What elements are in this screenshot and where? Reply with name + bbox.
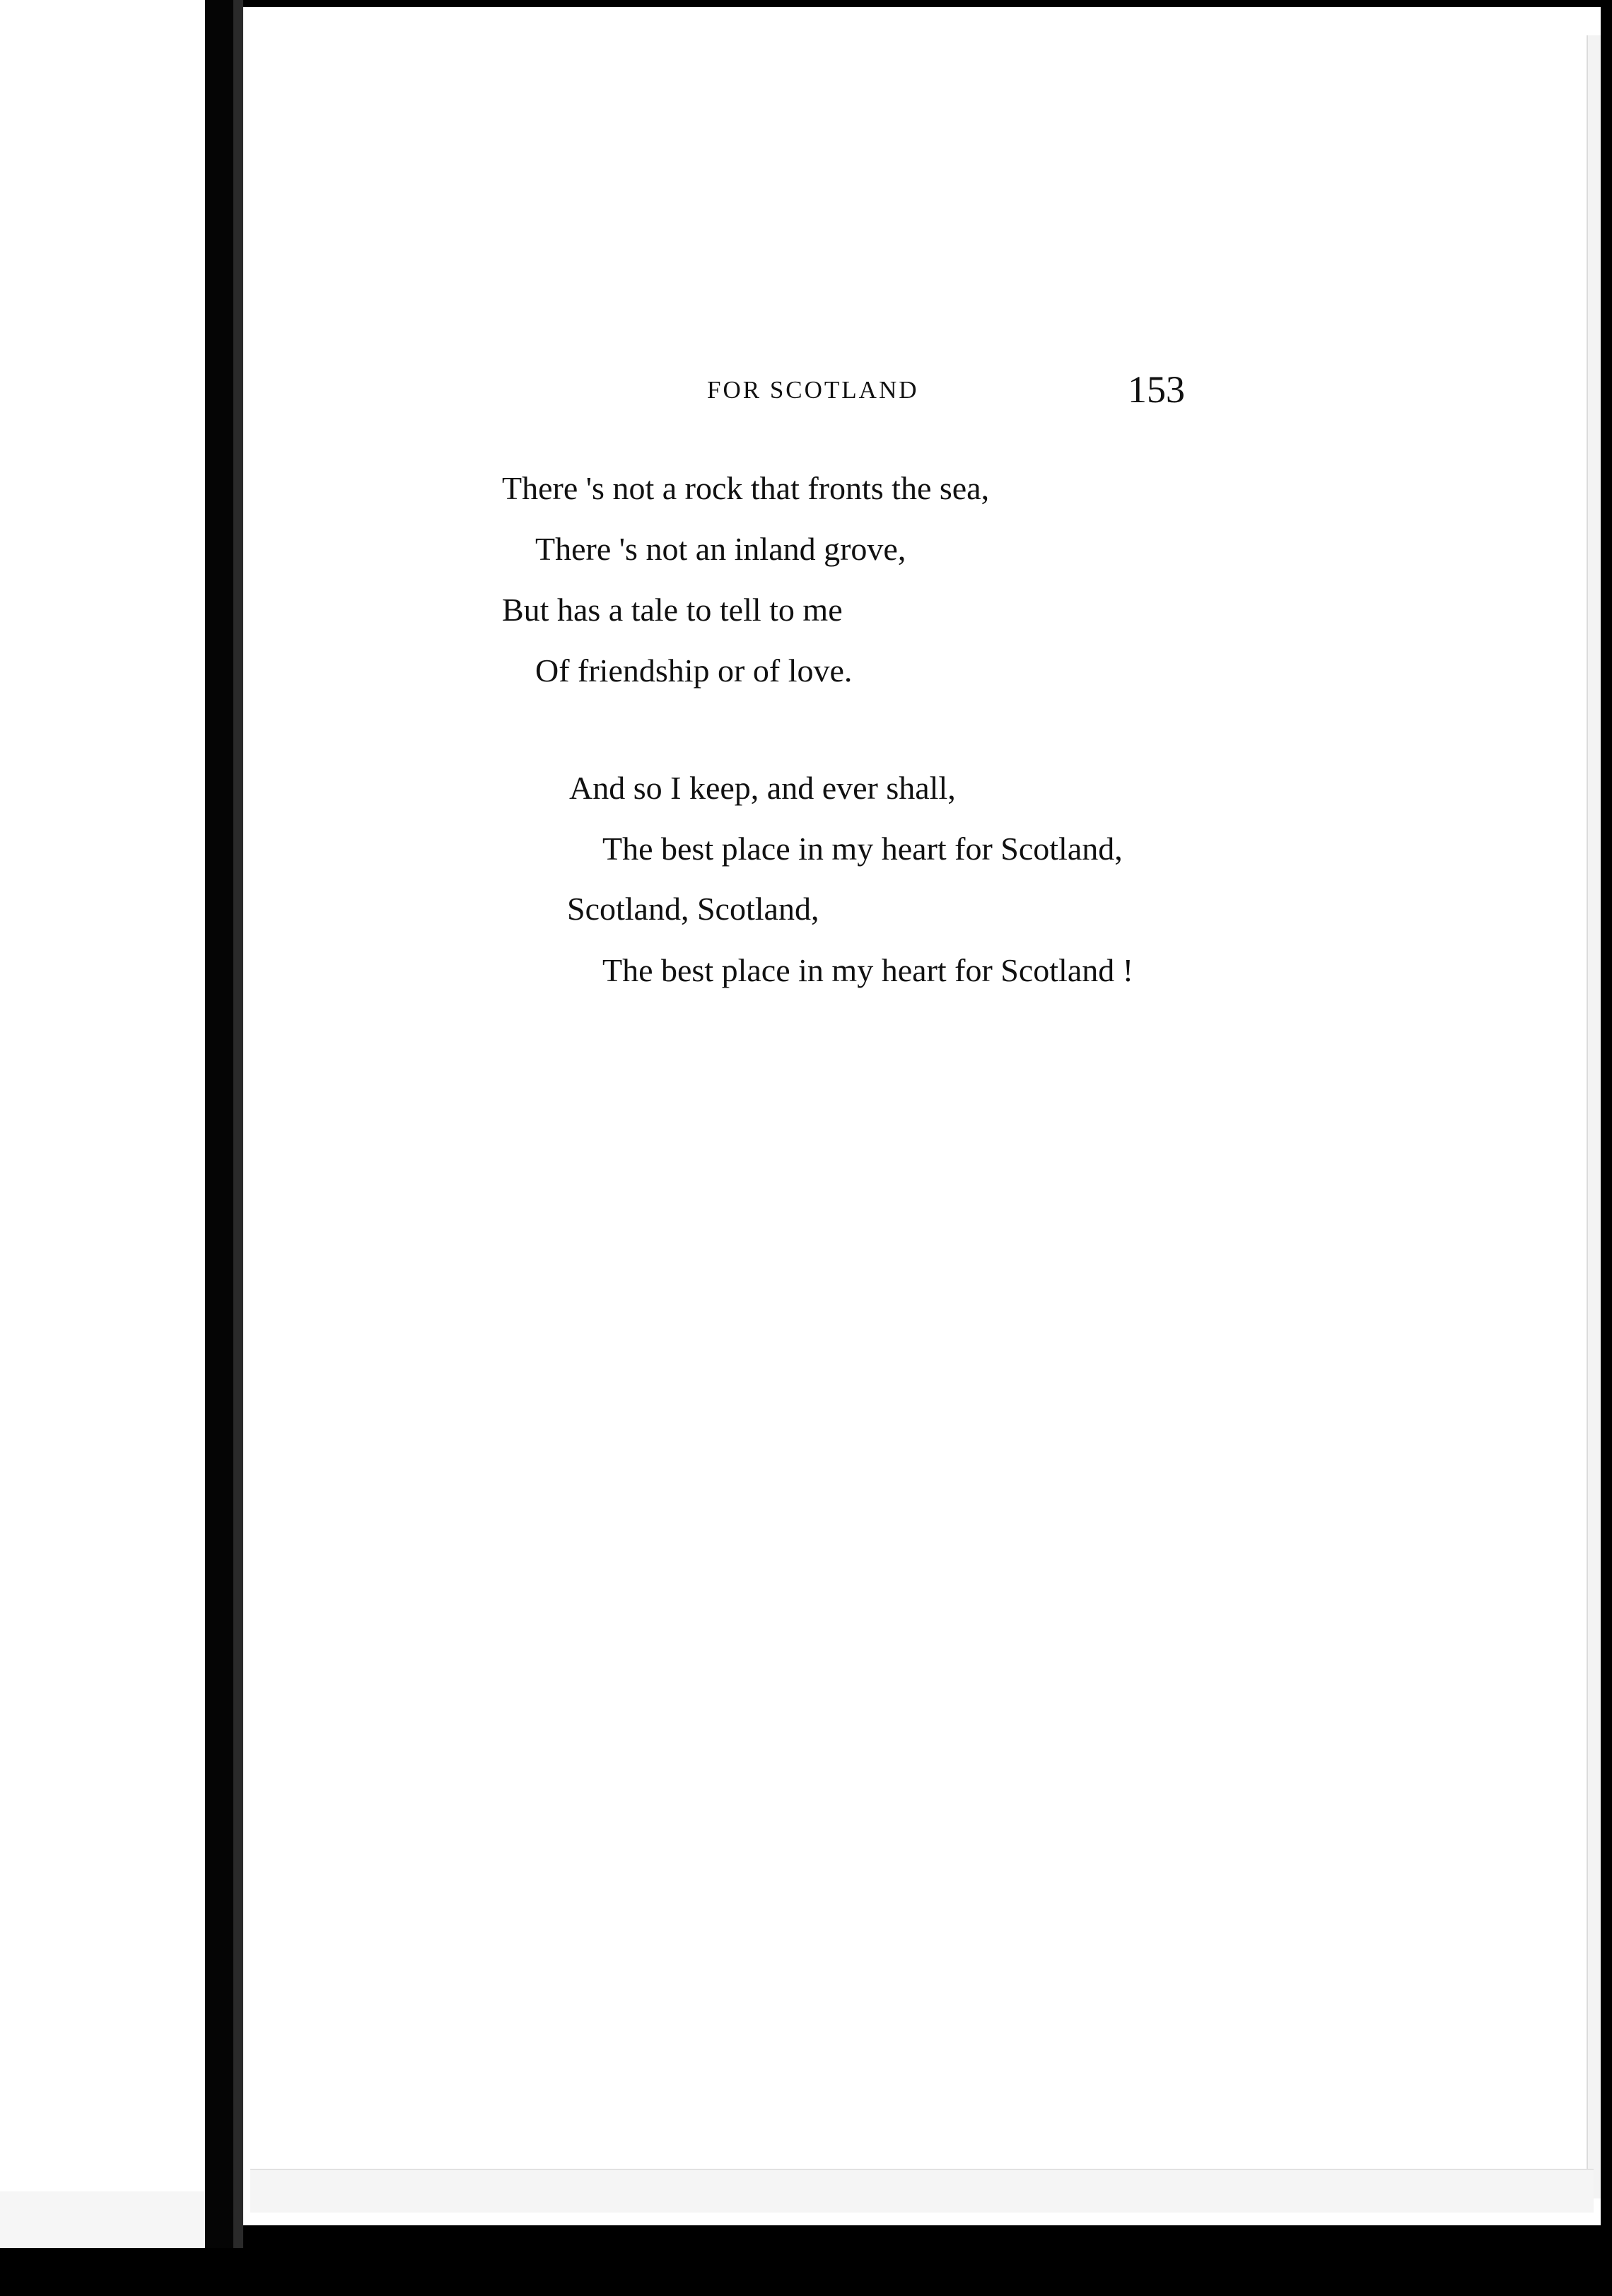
facing-page-edge xyxy=(0,0,205,2234)
verse-line: Scotland, Scotland, xyxy=(567,891,819,927)
verse-line: The best place in my heart for Scotland, xyxy=(602,831,1123,867)
book-page xyxy=(243,7,1601,2225)
verse-line: Of friendship or of love. xyxy=(535,652,853,689)
page-fore-edge xyxy=(1587,35,1601,2198)
verse-line: There 's not an inland grove, xyxy=(535,531,906,567)
verse-line: And so I keep, and ever shall, xyxy=(569,770,956,806)
verse-line: But has a tale to tell to me xyxy=(502,592,843,628)
book-gutter xyxy=(205,0,233,2248)
verse-line: There 's not a rock that fronts the sea, xyxy=(502,470,990,506)
page-number: 153 xyxy=(1128,368,1185,411)
facing-page-bottom xyxy=(0,2191,212,2248)
gutter-shadow xyxy=(233,0,243,2248)
running-head: FOR SCOTLAND xyxy=(707,376,919,404)
page-bottom-edge xyxy=(250,2169,1594,2213)
verse-line: The best place in my heart for Scotland ! xyxy=(602,952,1134,988)
